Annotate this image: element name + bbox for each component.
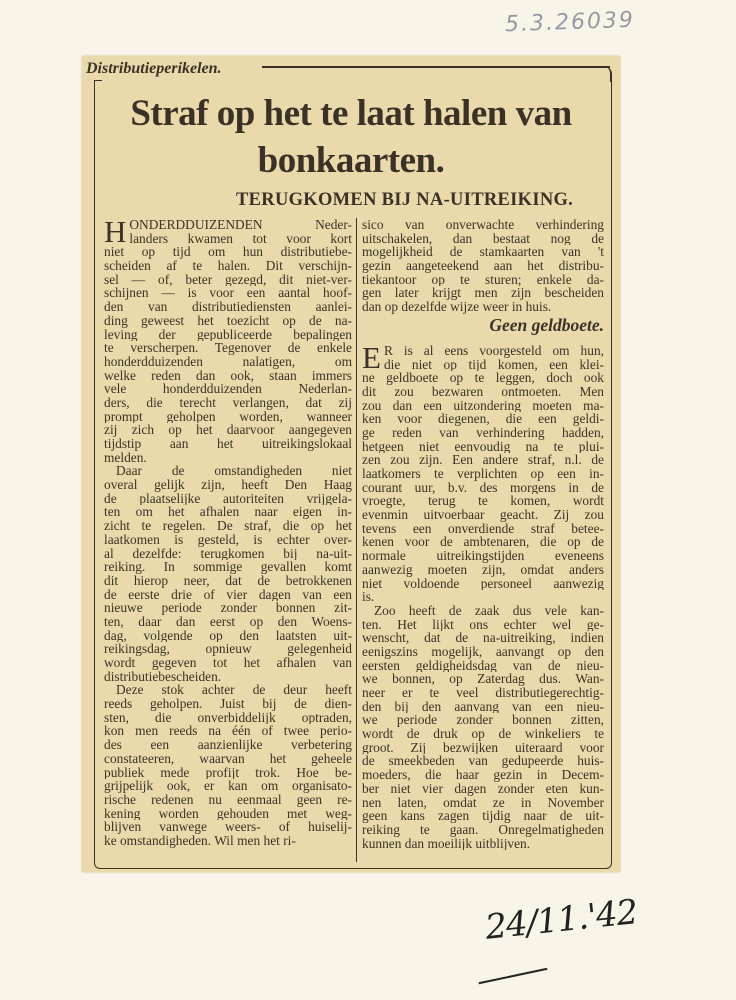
text-line: Zoo heeft de zaak dus vele kan-	[374, 603, 604, 618]
text-line: wordt gegeven tot het afhalen van	[104, 656, 352, 670]
text-line: te verscherpen. Tegenover de enkele	[104, 341, 352, 355]
text-line: ber niet vier dagen zonder eten kun-	[362, 781, 604, 796]
column-divider	[356, 218, 357, 862]
text-line: des een aanzienlijke verbetering	[104, 738, 352, 752]
text-line: dag, volgende op den laatsten uit-	[104, 628, 352, 643]
text-line: zen zou zijn. Een andere straf, n.l. de	[362, 453, 604, 467]
text-line: hetgeen niet eenvoudig na te plui-	[362, 439, 604, 454]
text-line: R is al eens voorgesteld om hun,	[383, 343, 604, 358]
text-line: gezin aangeteekend aan het distribu-	[362, 259, 604, 273]
handwritten-date: 24/11.'42	[483, 892, 640, 948]
top-rule	[262, 66, 610, 68]
text-line: reikingsdag, opnieuw gelegenheid	[104, 642, 352, 656]
left-column	[104, 214, 352, 848]
right-column	[362, 218, 604, 850]
text-line: zou dan een uitzondering moeten ma-	[362, 398, 604, 413]
text-line: eenigszins mogelijk, aanvangt op den	[362, 644, 604, 659]
text-line: ken voor diegenen, die een geldi-	[362, 412, 604, 426]
text-line: aanwezig moeten zijn, omdat anders	[362, 562, 604, 577]
text-line: Deze stok achter de deur heeft	[116, 683, 352, 698]
text-line: we periode zonder bonnen zitten,	[362, 713, 604, 728]
text-line: tevens een onverdiende straf betee-	[362, 521, 604, 536]
text-line: de smeekbeden van gedupeerde huis-	[362, 754, 604, 769]
text-line: honderdduizenden nalatigen, om	[104, 354, 352, 369]
text-line: welke reden dan ook, staan immers	[104, 368, 352, 383]
text-line: courant uur, b.v. des morgens in de	[362, 480, 604, 495]
text-line: nieuwe periode zonder bonnen zit-	[104, 601, 352, 615]
text-line: kenen voor de ambtenaren, die op de	[362, 535, 604, 550]
text-line: zij zich op het daarvoor aangegeven	[104, 423, 352, 437]
section-kicker: Distributieperikelen.	[86, 60, 222, 77]
text-line: sel — of, beter gezegd, dit niet-ver-	[104, 272, 352, 287]
text-line: Daar de omstandigheden niet	[116, 464, 352, 479]
text-line: de plaatselijke autoriteiten vrijgela-	[104, 491, 352, 506]
text-line: dit zou bezwaren ontmoeten. Men	[362, 384, 604, 399]
subheadline: TERUGKOMEN BIJ NA-UITREIKING.	[236, 190, 574, 210]
text-line: groot. Zij bezwijken uiteraard voor	[362, 740, 604, 755]
text-line: blijven vanwege weers- of huiselij-	[104, 820, 352, 834]
text-line: sten, die onverbiddelijk optraden,	[104, 710, 352, 725]
text-line: constateeren, waarvan het geheele	[104, 751, 352, 766]
text-line: kunnen dan moeilijk uitblijven.	[362, 836, 531, 851]
text-line: den van distributiediensten aanlei-	[104, 300, 352, 314]
text-line: sico van onverwachte verhindering	[362, 218, 604, 232]
text-line: den bij den aanvang van een nieu-	[362, 699, 604, 714]
text-line: rische redenen nu eenmaal geen re-	[104, 792, 352, 807]
text-line: ding geweest het toezicht op de na-	[104, 313, 352, 328]
text-line: mogelijkheid de stamkaarten van 't	[362, 245, 604, 260]
text-line: prompt geholpen worden, wanneer	[104, 409, 352, 424]
text-line: ten. Het lijkt ons echter wel ge-	[362, 617, 604, 632]
newspaper-clipping	[82, 56, 620, 872]
text-line: zicht te regelen. De straf, die op het	[104, 519, 352, 533]
text-line: tijdstip aan het uitreikingslokaal	[104, 437, 352, 451]
text-line: wenscht, dat de na-uitreiking, indien	[362, 631, 604, 645]
drop-cap: H	[104, 214, 127, 249]
text-line: de eerste drie of vier dagen van een	[104, 587, 352, 602]
text-line: distributiebescheiden.	[104, 669, 222, 684]
text-line: ten om het afhalen naar eigen in-	[104, 505, 352, 520]
text-line: vele honderdduizenden Nederlan-	[104, 382, 352, 396]
frame-corner-right	[602, 66, 612, 82]
text-line: scheiden af te halen. Dit verschijn-	[104, 259, 352, 273]
text-line: grijpelijk ook, er kan om organisato-	[104, 779, 352, 793]
text-line: uitschakelen, dan bestaat nog de	[362, 231, 604, 246]
handwritten-underline	[479, 968, 548, 985]
headline-line-2: bonkaarten.	[257, 140, 445, 181]
text-line: dit hierop neer, dat de betrokkenen	[104, 573, 352, 588]
text-line: overal gelijk zijn, heeft Den Haag	[104, 478, 352, 492]
text-line: dan op dezelfde wijze weer in huis.	[362, 300, 552, 314]
text-line: reeds geholpen. Juist bij de dien-	[104, 697, 352, 711]
text-line: niet voldoende personeel aanwezig	[362, 576, 604, 591]
text-line: wordt de druk op de winkeliers te	[362, 727, 604, 741]
text-line: moeders, die haar gezin in Decem-	[362, 768, 604, 782]
text-line: al dezelfde: terugkomen bij na-uit-	[104, 546, 352, 561]
text-line: ne geldboete op te leggen, doch ook	[362, 371, 604, 385]
text-line: ONDERDDUIZENDEN Neder-	[129, 218, 352, 232]
text-line: die niet op tijd komen, een klei-	[383, 357, 604, 372]
text-line: we bonnen, op Zaterdag dus. Wan-	[362, 672, 604, 686]
text-line: melden.	[104, 450, 147, 465]
text-line: leving der gepubliceerde bepalingen	[104, 327, 352, 342]
text-line: normale uitreikingstijden eveneens	[362, 549, 604, 563]
text-line: gen later krijgt men zijn bescheiden	[362, 286, 604, 301]
frame-corner	[94, 80, 102, 81]
text-line: nen laten, omdat ze in November	[362, 795, 604, 810]
section-subheading: Geen geldboete.	[489, 314, 604, 335]
text-line: vroegte, terug te komen, wordt	[362, 494, 604, 509]
text-line: geen kans zagen tijdig naar de uit-	[362, 809, 604, 823]
text-line: schijnen — is voor een aantal hoof-	[104, 286, 352, 301]
text-line: kening worden gehouden met weg-	[104, 806, 352, 821]
text-line: laatkomen is gesteld, is echter over-	[104, 532, 352, 547]
text-line: eersten geldigheidsdag van de nieu-	[362, 658, 604, 673]
text-line: ke omstandigheden. Wil men het ri-	[104, 833, 296, 848]
text-line: neer er te veel distributiegerechtig-	[362, 686, 604, 700]
text-line: ders, die terecht verlangen, dat zij	[104, 395, 352, 410]
archive-number-stamp: 5.3.26039	[504, 7, 636, 38]
text-line: laatkomers te verplichten op een in-	[362, 467, 604, 481]
text-line: tiekantoor op te sturen; enkele da-	[362, 272, 604, 287]
text-line: publiek mede profijt trok. Hoe be-	[104, 765, 352, 780]
text-line: niet op tijd om hun distributiebe-	[104, 245, 352, 260]
text-line: is.	[362, 590, 375, 604]
text-line: ten, daar dan eerst op den Woens-	[104, 614, 352, 629]
text-line: kon men reeds na één of twee perio-	[104, 724, 352, 739]
text-line: evenmin uitvoerbaar geacht. Zij zou	[362, 508, 604, 522]
headline-line-1: Straf op het te laat halen van	[130, 93, 572, 134]
drop-cap: E	[362, 339, 381, 375]
text-line: landers kwamen tot voor kort	[129, 231, 352, 246]
text-line: ge reden van verhindering hadden,	[362, 425, 604, 440]
text-line: reiking te gaan. Onregelmatigheden	[362, 822, 604, 837]
text-line: reiking. In sommige gevallen komt	[104, 560, 352, 574]
